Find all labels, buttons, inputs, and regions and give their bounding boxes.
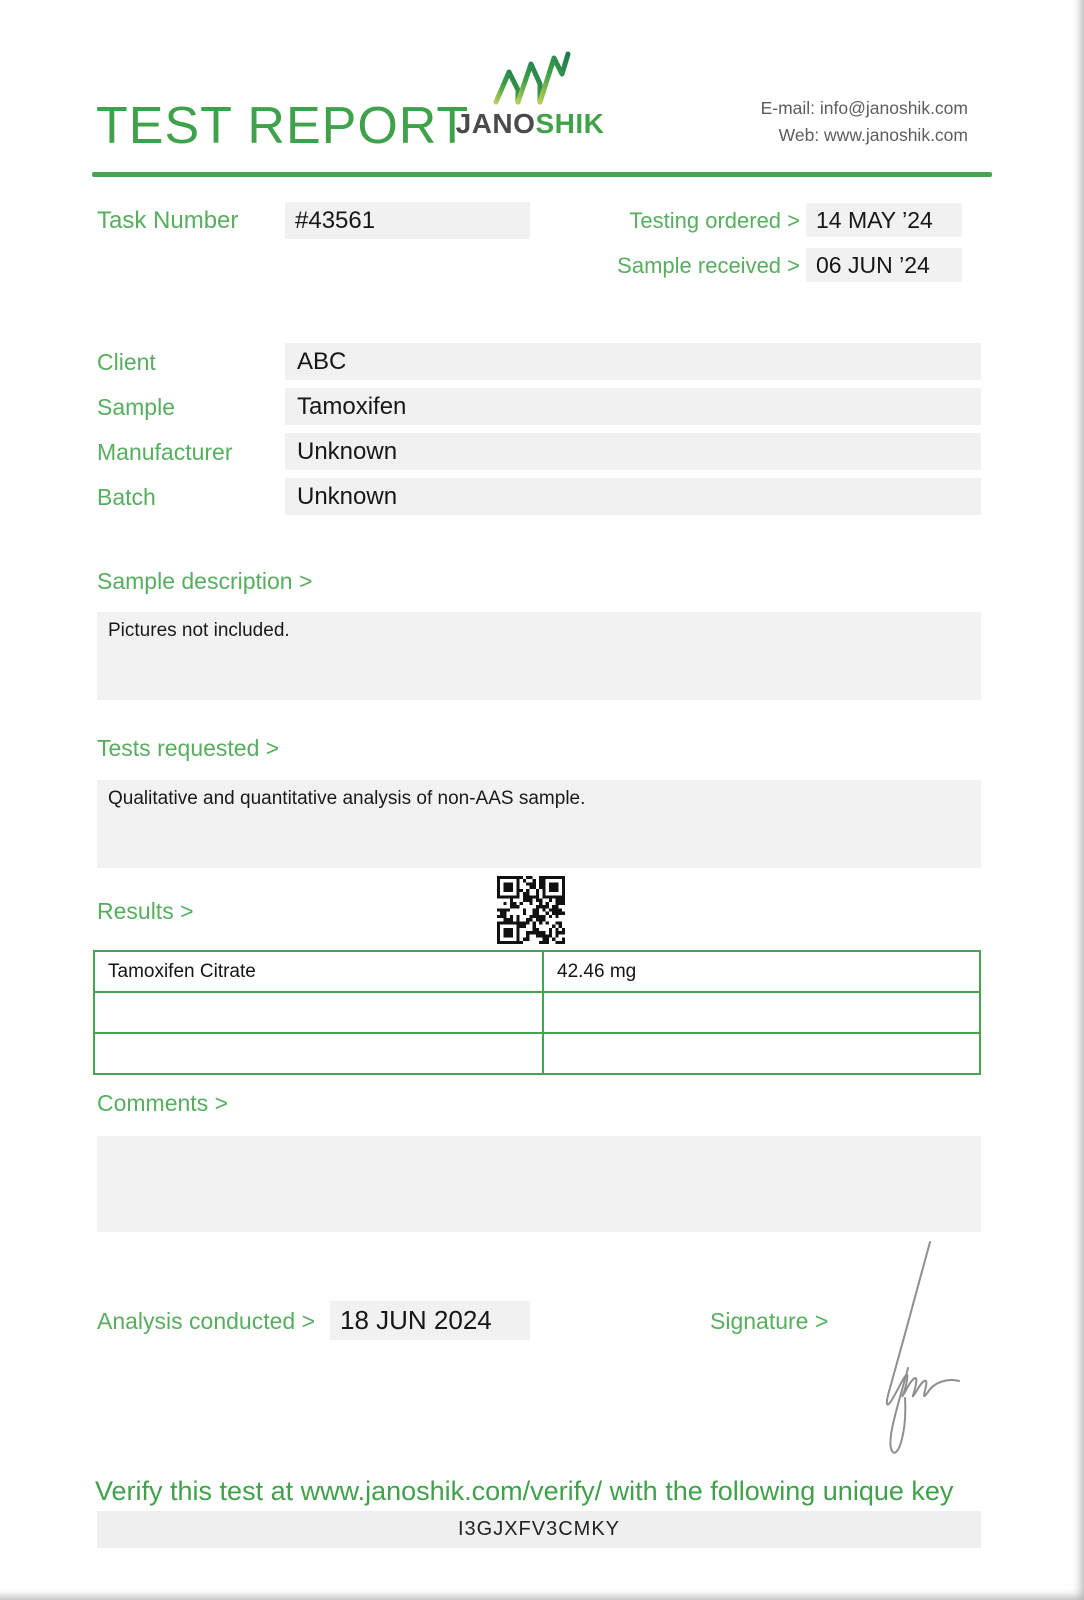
batch-value: Unknown xyxy=(285,478,981,515)
analysis-conducted-label: Analysis conducted > xyxy=(97,1308,315,1334)
header-divider xyxy=(92,172,992,177)
verify-instruction: Verify this test at www.janoshik.com/verify/ with the following unique key xyxy=(95,1476,954,1506)
batch-label: Batch xyxy=(97,484,156,510)
client-label: Client xyxy=(97,349,156,375)
results-heading: Results > xyxy=(97,898,194,924)
logo-wordmark xyxy=(448,108,612,140)
analysis-conducted-value: 18 JUN 2024 xyxy=(330,1301,530,1340)
result-value-cell: 42.46 mg xyxy=(543,951,980,992)
sample-description-box: Pictures not included. xyxy=(97,612,981,700)
results-row xyxy=(94,992,980,1033)
results-row xyxy=(94,1033,980,1074)
results-row xyxy=(94,951,980,992)
client-value: ABC xyxy=(285,343,981,380)
chart-growth-icon xyxy=(482,50,578,106)
page-title: TEST REPORT xyxy=(96,97,470,155)
manufacturer-value: Unknown xyxy=(285,433,981,470)
logo-text-shik: SHIK xyxy=(535,108,605,139)
result-name-cell xyxy=(94,992,543,1033)
tests-requested-box: Qualitative and quantitative analysis of non-AAS sample. xyxy=(97,780,981,868)
sample-label: Sample xyxy=(97,394,175,420)
contact-web: Web: www.janoshik.com xyxy=(778,125,968,145)
qr-code xyxy=(497,876,565,944)
testing-ordered-label: Testing ordered > xyxy=(629,208,800,233)
task-number-value: #43561 xyxy=(285,202,530,239)
tests-requested-heading: Tests requested > xyxy=(97,735,280,761)
contact-email: E-mail: info@janoshik.com xyxy=(760,98,968,118)
comments-box xyxy=(97,1136,981,1232)
result-name-cell: Tamoxifen Citrate xyxy=(94,951,543,992)
manufacturer-label: Manufacturer xyxy=(97,439,233,465)
comments-heading: Comments > xyxy=(97,1090,229,1116)
signature-handwriting xyxy=(848,1230,973,1458)
janoshik-logo xyxy=(448,50,612,140)
sample-received-label: Sample received > xyxy=(617,253,800,278)
unique-key-value: I3GJXFV3CMKY xyxy=(97,1511,981,1548)
testing-ordered-value: 14 MAY ’24 xyxy=(806,203,962,237)
logo-text-jano: JANO xyxy=(455,108,536,139)
result-value-cell xyxy=(543,992,980,1033)
sample-value: Tamoxifen xyxy=(285,388,981,425)
sample-received-value: 06 JUN ’24 xyxy=(806,248,962,282)
signature-label: Signature > xyxy=(710,1308,829,1334)
results-table xyxy=(93,950,981,1075)
result-name-cell xyxy=(94,1033,543,1074)
sample-description-heading: Sample description > xyxy=(97,568,313,594)
task-number-label: Task Number xyxy=(97,207,239,234)
result-value-cell xyxy=(543,1033,980,1074)
contact-info xyxy=(761,95,968,149)
